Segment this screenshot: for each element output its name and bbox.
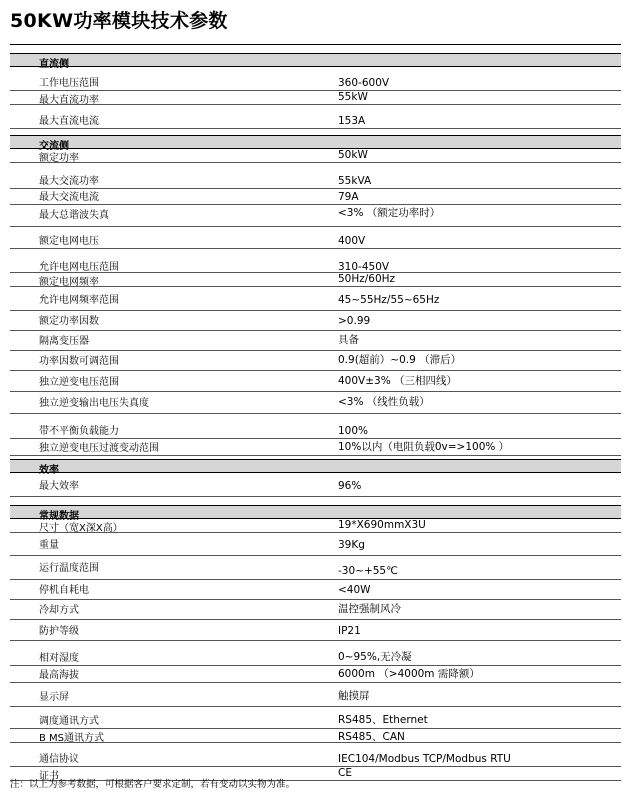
section-header-ac [10,135,621,152]
row-label: 额定电网频率 [39,277,99,288]
table-row [10,163,621,189]
table-row [10,67,621,91]
row-value: RS485、Ethernet [338,714,428,726]
row-label: 最大直流功率 [39,95,99,106]
table-row [10,249,621,273]
table-row [10,580,621,600]
row-label: 通信协议 [39,754,79,765]
row-label: 最大交流功率 [39,176,99,187]
table-row [10,473,621,497]
row-value: 19*X690mmX3U [338,519,426,531]
table-row [10,666,621,683]
row-label: 最大交流电流 [39,192,99,203]
table-row [10,371,621,392]
row-label: 调度通讯方式 [39,716,99,727]
row-value: 45~55Hz/55~65Hz [338,294,440,306]
table-row [10,620,621,641]
table-row [10,351,621,371]
table-row [10,519,621,533]
section-header-dc [10,53,621,70]
row-label: 最高海拔 [39,670,79,681]
table-row [10,556,621,580]
table-row [10,287,621,311]
section-header-general [10,505,621,522]
table-row [10,439,621,456]
table-row [10,311,621,331]
table-row [10,91,621,105]
row-value: 400V [338,235,366,247]
table-row [10,729,621,743]
row-value: 79A [338,191,359,203]
table-row [10,600,621,620]
footnote: 注：以上为参考数据，可根据客户要求定制，若有变动以实物为准。 [10,779,296,790]
row-label: 独立逆变电压范围 [39,377,119,388]
row-value: 0.9(超前）~0.9 （滞后） [338,354,462,366]
row-label: 防护等级 [39,626,79,637]
row-value: 310-450V [338,261,390,273]
row-label: 最大直流电流 [39,116,99,127]
row-value: <3% （线性负载） [338,396,430,408]
row-value: 温控强制风冷 [338,603,401,615]
page-title: 50KW功率模块技术参数 [10,10,228,32]
table-row [10,205,621,227]
row-label: 功率因数可调范围 [39,356,119,367]
row-label: 独立逆变输出电压失真度 [39,398,149,409]
row-label: 独立逆变电压过渡变动范围 [39,443,159,454]
table-row [10,743,621,767]
table-row [10,414,621,439]
row-label: 重量 [39,540,59,551]
row-value: 50kW [338,149,368,161]
section-title: 交流侧 [39,141,69,152]
row-label: 运行温度范围 [39,563,99,574]
row-value: 触摸屏 [338,690,370,702]
row-label: 停机自耗电 [39,585,89,596]
table-row [10,533,621,556]
row-label: 额定功率 [39,153,79,164]
section-header-efficiency [10,459,621,476]
row-label: 带不平衡负载能力 [39,426,119,437]
row-value: 55kVA [338,175,372,187]
row-label: 最大总谐波失真 [39,210,109,221]
row-value: 具备 [338,334,359,346]
row-label: 隔离变压器 [39,336,89,347]
row-value: <3% （额定功率时） [338,207,441,219]
row-label: 额定功率因数 [39,316,99,327]
row-value: <40W [338,584,371,596]
table-spacer [10,497,621,505]
row-label: 证书 [39,771,59,782]
row-value: 96% [338,480,362,492]
row-value: 39Kg [338,539,365,551]
row-label: 允许电网频率范围 [39,295,119,306]
row-label: B MS通讯方式 [39,733,105,744]
row-label: 允许电网电压范围 [39,262,119,273]
row-value: IP21 [338,625,361,637]
table-row [10,392,621,414]
row-value: 0~95%,无冷凝 [338,651,412,663]
row-label: 尺寸（宽X深X高） [39,523,123,534]
row-label: 最大效率 [39,481,79,492]
table-row [10,683,621,707]
row-value: IEC104/Modbus TCP/Modbus RTU [338,753,511,765]
row-value: 6000m （>4000m 需降额） [338,668,480,680]
table-row [10,149,621,163]
table-row [10,227,621,249]
spec-table [10,44,621,781]
row-value: 100% [338,425,369,437]
row-value: 50Hz/60Hz [338,273,396,285]
row-value: 10%以内（电阻负载0v=>100% ） [338,441,510,453]
row-value: -30~+55℃ [338,565,398,577]
table-row [10,105,621,129]
table-row [10,273,621,287]
table-row [10,641,621,666]
row-value: 360-600V [338,77,390,89]
row-label: 相对湿度 [39,653,79,664]
row-label: 显示屏 [39,692,69,703]
table-row [10,189,621,205]
row-label: 额定电网电压 [39,236,99,247]
row-value: CE [338,767,352,779]
row-value: 153A [338,115,366,127]
section-title: 直流侧 [39,59,69,70]
row-label: 工作电压范围 [39,78,99,89]
row-value: 55kW [338,91,368,103]
row-value: 400V±3% （三相四线） [338,375,458,387]
section-title: 常规数据 [39,511,79,522]
row-value: RS485、CAN [338,731,405,743]
row-label: 冷却方式 [39,605,79,616]
section-title: 效率 [39,465,59,476]
table-row [10,331,621,351]
table-row [10,707,621,729]
row-value: >0.99 [338,315,371,327]
table-spacer [10,45,621,53]
